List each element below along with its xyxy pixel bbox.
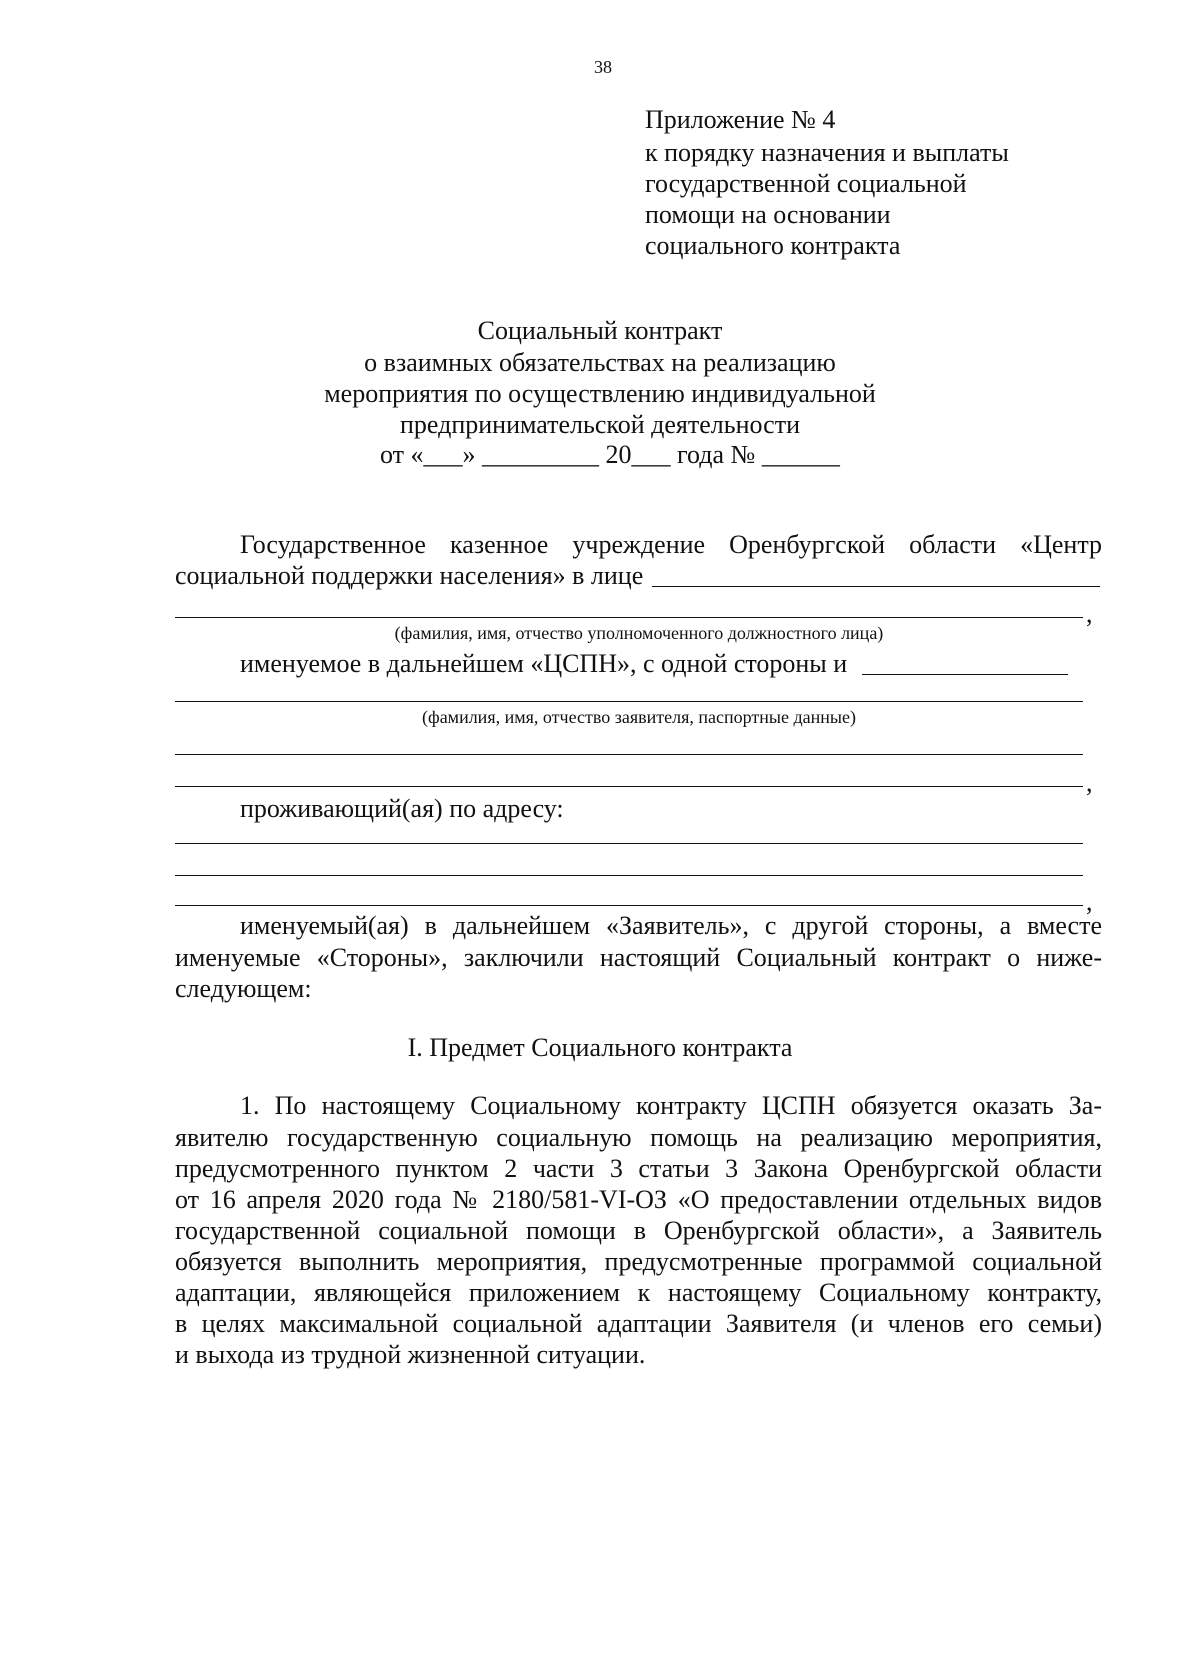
- parties-line: именуемый(ая) в дальнейшем «Заявитель», с другой стороны, а вместе: [240, 911, 1102, 940]
- caption-applicant: (фамилия, имя, отчество заявителя, паспортные данные): [422, 707, 856, 727]
- paragraph-line: 1. По настоящему Социальному контракту ЦСПН обязуется оказать За-: [240, 1091, 1102, 1120]
- paragraph-line: обязуется выполнить мероприятия, предусмотренные программой социальной: [175, 1247, 1102, 1276]
- applicant-passport-field-1[interactable]: [175, 754, 1083, 755]
- intro-line-1: Государственное казенное учреждение Оренбургской области «Центр: [240, 530, 1102, 559]
- applicant-name-field-2[interactable]: [175, 701, 1083, 702]
- paragraph-line: государственной социальной помощи в Оренбургской области», а Заявитель: [175, 1216, 1102, 1245]
- comma: ,: [1086, 599, 1093, 628]
- address-field-3[interactable]: [175, 905, 1083, 906]
- appendix-line: государственной социальной: [645, 169, 967, 198]
- appendix-line: помощи на основании: [645, 200, 891, 229]
- hereinafter-cspn: именуемое в дальнейшем «ЦСПН», с одной стороны и: [240, 649, 848, 678]
- paragraph-line: адаптации, являющейся приложением к настоящему Социальному контракту,: [175, 1278, 1102, 1307]
- contract-date-line: от «___» _________ 20___ года № ______: [380, 440, 840, 469]
- title-line: Социальный контракт: [477, 316, 723, 345]
- paragraph-line: явителю государственную социальную помощь на реализацию мероприятия,: [175, 1123, 1102, 1152]
- caption-official: (фамилия, имя, отчество уполномоченного должностного лица): [394, 623, 884, 643]
- appendix-line: к порядку назначения и выплаты: [645, 138, 1009, 167]
- title-line: предпринимательской деятельности: [400, 410, 800, 439]
- paragraph-line: и выхода из трудной жизненной ситуации.: [175, 1340, 646, 1369]
- intro-line-2: социальной поддержки населения» в лице: [175, 561, 644, 590]
- parties-line: именуемые «Стороны», заключили настоящий Социальный контракт о ниже-: [175, 943, 1102, 972]
- official-name-field[interactable]: [652, 586, 1100, 587]
- paragraph-line: от 16 апреля 2020 года № 2180/581-VI-ОЗ «О предоставлении отдельных видов: [175, 1185, 1102, 1214]
- appendix-line: социального контракта: [645, 231, 901, 260]
- paragraph-line: предусмотренного пунктом 2 части 3 статьи 3 Закона Оренбургской области: [175, 1154, 1102, 1183]
- parties-line: следующем:: [175, 974, 312, 1003]
- title-line: мероприятия по осуществлению индивидуальной: [324, 379, 876, 408]
- address-field-1[interactable]: [175, 843, 1083, 844]
- official-name-field-2[interactable]: [175, 617, 1083, 618]
- paragraph-line: в целях максимальной социальной адаптации Заявителя (и членов его семьи): [175, 1309, 1102, 1338]
- page-number: 38: [594, 57, 612, 77]
- appendix-line: Приложение № 4: [645, 105, 836, 134]
- section-heading: I. Предмет Социального контракта: [407, 1033, 793, 1062]
- comma: ,: [1086, 768, 1093, 797]
- comma: ,: [1086, 887, 1093, 916]
- title-line: о взаимных обязательствах на реализацию: [364, 348, 836, 377]
- address-label: проживающий(ая) по адресу:: [240, 794, 564, 823]
- applicant-passport-field-2[interactable]: [175, 786, 1083, 787]
- address-field-2[interactable]: [175, 875, 1083, 876]
- applicant-name-field[interactable]: [862, 674, 1068, 675]
